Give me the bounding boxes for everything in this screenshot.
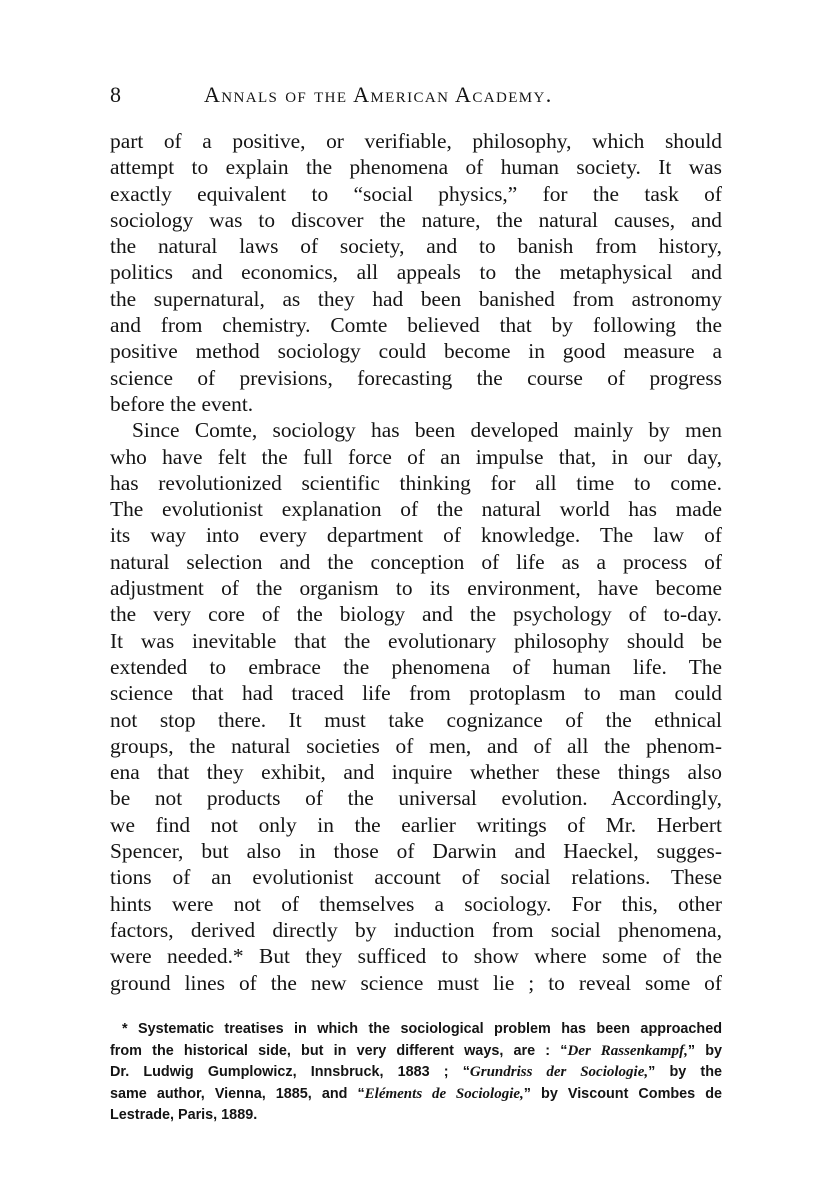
text-line: and from chemistry. Comte believed that by following the (110, 313, 722, 338)
text-line: tions of an evolutionist account of social relations. These (110, 865, 722, 890)
text-line: its way into every department of knowledge. The law of (110, 523, 722, 548)
footnote-line: from the historical side, but in very different ways, are : “Der Rassenkampf,” by (110, 1042, 722, 1059)
text-line: were needed.* But they sufficed to show where some of the (110, 944, 722, 969)
footnote-line: Lestrade, Paris, 1889. (110, 1107, 258, 1124)
text-line: not stop there. It must take cognizance of the ethnical (110, 707, 722, 732)
text-line: factors, derived directly by induction from social phenomena, (110, 917, 722, 942)
cited-title: Eléments de Sociologie, (364, 1085, 524, 1102)
text-line: science that had traced life from protoplasm to man could (110, 681, 722, 706)
text-line: groups, the natural societies of men, and of all the phenom- (110, 733, 722, 758)
cited-title: Grundriss der Sociologie, (469, 1064, 649, 1081)
page-number: 8 (110, 82, 122, 107)
text-line: we find not only in the earlier writings of Mr. Herbert (110, 812, 722, 837)
text-line: ena that they exhibit, and inquire whether these things also (110, 760, 722, 785)
text-line: the supernatural, as they had been banished from astronomy (110, 286, 722, 311)
text-line: the very core of the biology and the psychology of to-day. (110, 602, 722, 627)
text-line: has revolutionized scientific thinking for all time to come. (110, 470, 722, 495)
text-line: It was inevitable that the evolutionary philosophy should be (110, 628, 722, 653)
text-line: be not products of the universal evolution. Accordingly, (110, 786, 722, 811)
text-line: science of previsions, forecasting the course of progress (110, 365, 722, 390)
footnote-line: Dr. Ludwig Gumplowicz, Innsbruck, 1883 ; “Grundriss der Sociologie,” by the (110, 1064, 722, 1081)
text-line: who have felt the full force of an impulse that, in our day, (110, 444, 722, 469)
text-line: The evolutionist explanation of the natural world has made (110, 497, 722, 522)
text-line: positive method sociology could become in good measure a (110, 339, 722, 364)
text-line: before the event. (110, 391, 254, 416)
text-line: the natural laws of society, and to banish from history, (110, 234, 722, 259)
text-line: ground lines of the new science must lie ; to reveal some of (110, 970, 722, 995)
text-line: politics and economics, all appeals to the metaphysical and (110, 260, 722, 285)
cited-title: Der Rassenkampf, (567, 1042, 688, 1059)
text-line: exactly equivalent to “social physics,” for the task of (110, 181, 722, 206)
text-line: sociology was to discover the nature, the natural causes, and (110, 207, 722, 232)
footnote-line: same author, Vienna, 1885, and “Eléments de Sociologie,” by Viscount Combes de (110, 1085, 722, 1102)
text-line: hints were not of themselves a sociology. For this, other (110, 891, 722, 916)
footnote-line: * Systematic treatises in which the sociological problem has been approached (122, 1021, 722, 1037)
running-title: Annals of the American Academy. (204, 82, 553, 107)
footnote (110, 1019, 722, 1127)
text-line: part of a positive, or verifiable, philosophy, which should (110, 129, 722, 153)
text-line: extended to embrace the phenomena of human life. The (110, 654, 722, 679)
text-line: adjustment of the organism to its environment, have become (110, 576, 722, 601)
text-line: natural selection and the conception of life as a process of (110, 549, 722, 574)
body-text (110, 128, 722, 996)
text-line: attempt to explain the phenomena of human society. It was (110, 155, 722, 180)
text-line: Spencer, but also in those of Darwin and Haeckel, sugges- (110, 839, 722, 864)
running-head (110, 82, 730, 112)
paragraph-start-line: Since Comte, sociology has been developed mainly by men (132, 418, 722, 443)
